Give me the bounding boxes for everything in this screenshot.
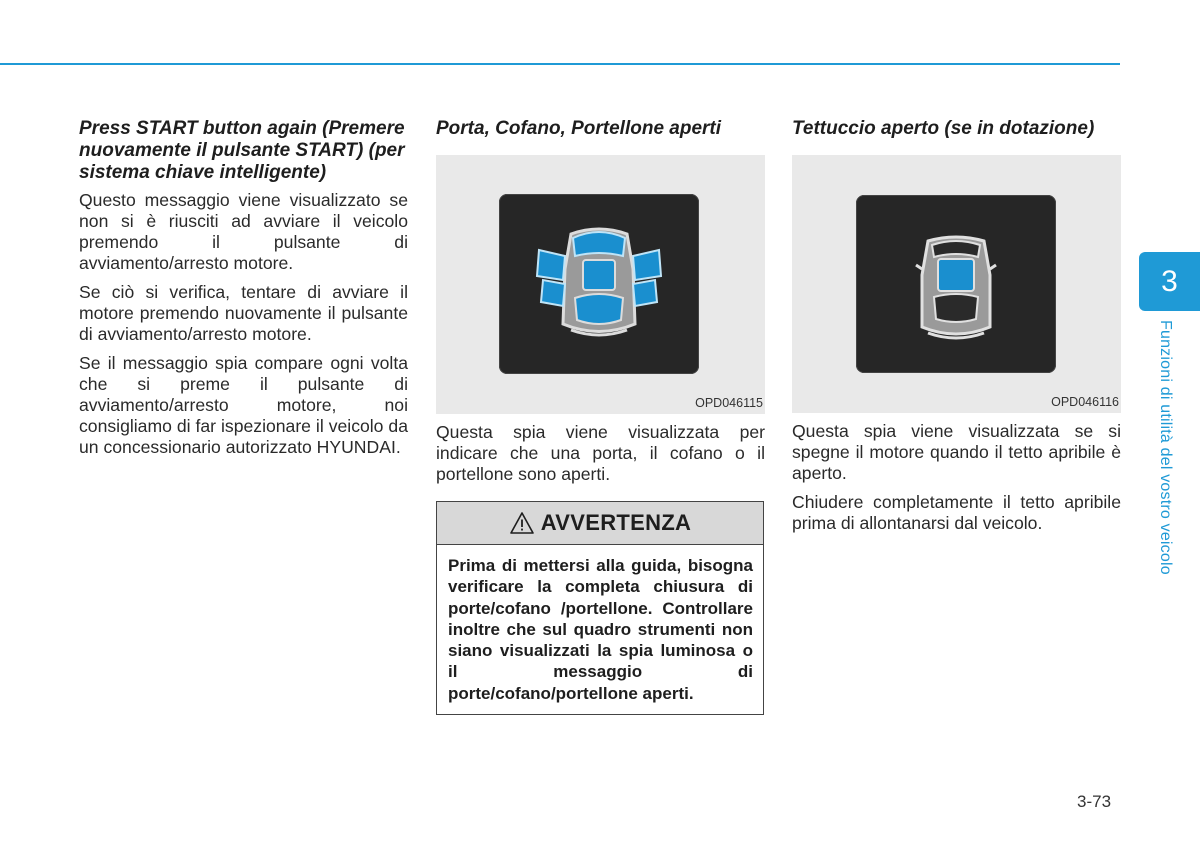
paragraph: Questa spia viene visualizzata per indicare che una porta, il cofano o il portellone sono aperti.	[436, 422, 765, 484]
car-doors-open-icon	[499, 194, 699, 374]
figure-sunroof-open	[792, 155, 1121, 413]
warning-title: AVVERTENZA	[540, 510, 692, 535]
page-number: 3-73	[1077, 792, 1112, 811]
paragraph: Questo messaggio viene visualizzato se non si è riusciti ad avviare il veicolo premendo il pulsante di avviamento/arresto motore.	[79, 190, 408, 273]
paragraph: Questa spia viene visualizzata se si spegne il motore quando il tetto apribile è aperto.	[792, 421, 1121, 483]
section-heading-sunroof: Tettuccio aperto (se in dotazione)	[792, 118, 1095, 139]
column-sunroof-open	[792, 118, 1121, 542]
section-heading-start-button: Press START button again (Premere nuovamente il pulsante START) (per sistema chiave intelligente)	[79, 118, 405, 183]
warning-body: Prima di mettersi alla guida, bisogna verificare la completa chiusura di porte/cofano /portellone. Controllare inoltre che sul quadro strumenti non siano visualizzati la spia luminosa o il messaggio di porte/cofano/portellone aperti.	[448, 556, 753, 703]
figure-doors-open	[436, 155, 765, 414]
chapter-title: Funzioni di utilità del vostro veicolo	[1157, 320, 1174, 575]
chapter-number: 3	[1161, 264, 1178, 298]
cluster-display	[499, 194, 699, 374]
figure-code: OPD046115	[695, 396, 763, 410]
warning-header	[437, 502, 763, 545]
cluster-display	[856, 195, 1056, 373]
paragraph: Chiudere completamente il tetto apribile prima di allontanarsi dal veicolo.	[792, 492, 1121, 533]
column-doors-open	[436, 118, 765, 715]
chapter-tab	[1139, 252, 1200, 311]
warning-triangle-icon	[509, 511, 535, 535]
column-start-button	[79, 118, 408, 466]
car-sunroof-open-icon	[856, 195, 1056, 373]
warning-box	[436, 501, 764, 715]
paragraph: Se il messaggio spia compare ogni volta che si preme il pulsante di avviamento/arresto motore, noi consigliamo di far ispezionare il veicolo da un concessionario autorizzato HYUNDAI.	[79, 353, 408, 457]
paragraph: Se ciò si verifica, tentare di avviare il motore premendo nuovamente il pulsante di avviamento/arresto motore.	[79, 282, 408, 344]
figure-code: OPD046116	[1051, 395, 1119, 409]
top-rule	[0, 63, 1120, 65]
section-heading-doors-open: Porta, Cofano, Portellone aperti	[436, 118, 722, 139]
